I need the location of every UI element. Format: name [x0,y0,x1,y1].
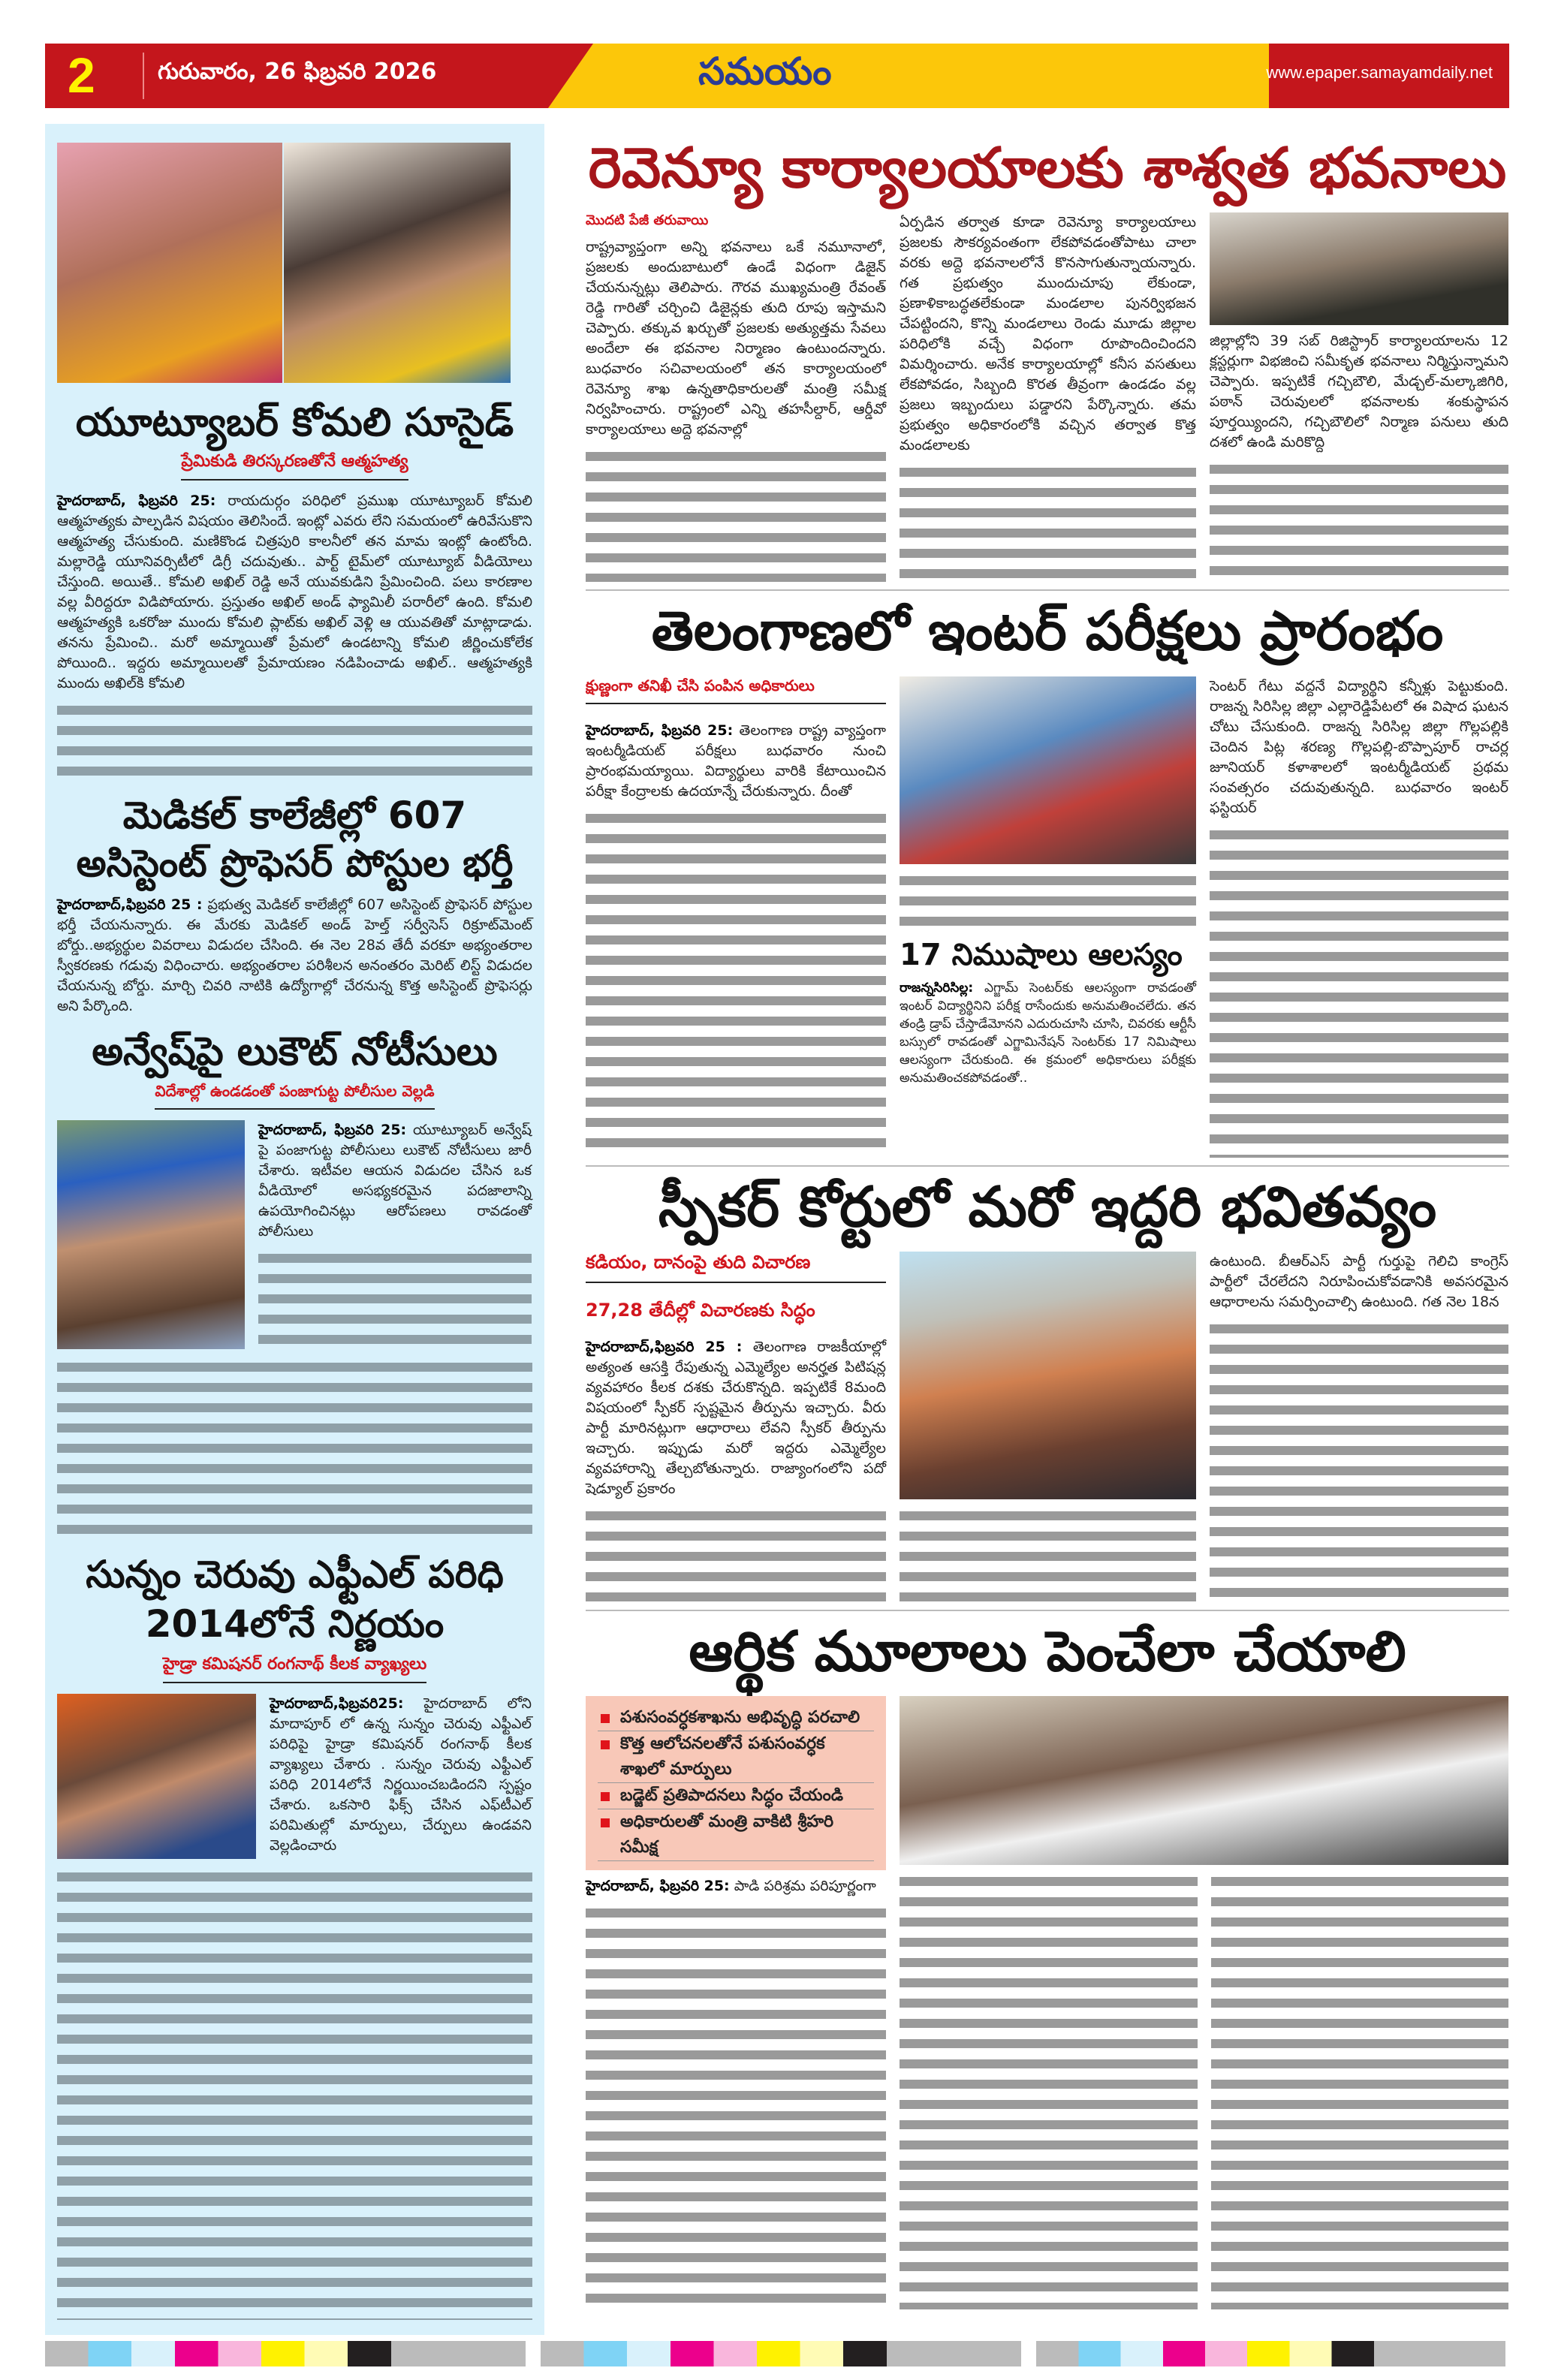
article-text: యూట్యూబర్ అన్వేష్ పై పంజాగుట్ట పోలీసులు లుకౌట్ నోటీసులు జారీ చేశారు. ఇటీవల ఆయన విడుదల చేసిన ఒక వీడియోలో అసభ్యకరమైన పదజాలాన్ని ఉపయోగించినట్లు ఆరోపణలు రావడంతో పోలీసులు [258,1121,532,1240]
article-text-continued [1210,1318,1508,1602]
article-text-continued [1211,1871,1509,2309]
article-text: హైదరాబాద్ లోని మాదాపూర్ లో ఉన్న సున్నం చెరువు ఎఫ్టీఎల్ పరిధిపై హైడ్రా కమిషనర్ రంగనాథ్ కీలక వ్యాఖ్యలు చేశారు . సున్నం చెరువు ఎఫ్టీఎల్ పరిధి 2014లోనే నిర్ణయించబడిందని స్పష్టం చేశారు. ఒకసారి ఫిక్స్ చేసిన ఎఫ్‌టీఎల్ పరిమితుల్లో మార్పులు, చేర్పులు ఉండవని వెల్లడించారు [270,1695,532,1854]
article-text: తెలంగాణ రాష్ట్ర వ్యాప్తంగా ఇంటర్మీడియట్ పరీక్షలు బుధవారం నుంచి ప్రారంభమయ్యాయి. విద్యార్థులు వారికి కేటాయించిన పరీక్షా కేంద్రాలకు ఉదయాన్నే చేరుకున్నారు. దీంతో [586,722,886,800]
anvesh-photo [57,1120,245,1349]
masthead-yellow-band [548,44,1269,108]
speaker-photo [900,1252,1196,1499]
headline-arthika: ఆర్థిక మూలాలు పెంచేలా చేయాలి [689,1619,1406,1684]
article-text-continued [586,808,886,1158]
key-point: పశుసంవర్ధకశాఖను అభివృద్ధి పరచాలి [598,1705,874,1731]
article-text-continued [900,462,1196,582]
key-points-box [586,1696,886,1870]
divider [586,589,1509,591]
article-revenue-col2: ఏర్పడిన తర్వాత కూడా రెవెన్యూ కార్యాలయాలు ప్రజలకు సౌకర్యవంతంగా లేకపోవడంతోపాటు చాలా వరకు అద్దె భవనాలలోనే కొనసాగుతున్నాయన్నారు. గత ప్రభుత్వం ముందుచూపు లేకుండా, ప్రణాళికాబద్ధతలేకుండా మండలాల పునర్విభజన చేపట్టిందని, కొన్ని మండలాలు రెండు మూడు జిల్లాల పరిధిలోకి వచ్చే విధంగా రూపొందించిందని విమర్శించారు. అనేక కార్యాలయాల్లో కనీస వసతులు లేకపోవడం, సిబ్బంది కొరత తీవ్రంగా ఉండడం వల్ల ప్రజలు ఇబ్బందులు పడ్డారని పేర్కొన్నారు. తమ ప్రభుత్వం అధికారంలోకి వచ్చిన తర్వాత కొత్త మండలాలకు [900,213,1196,453]
color-registration-bar [45,2341,526,2366]
dateline: హైదరాబాద్,ఫిబ్రవరి25: [270,1695,404,1712]
speaker-col2 [900,1252,1196,1602]
article-text-continued [586,1902,886,2309]
revenue-meeting-photo [1210,212,1508,325]
subheadline-speaker-2: 27,28 తేదీల్లో విచారణకు సిద్ధం [586,1299,815,1321]
divider [586,1610,1509,1611]
article-revenue-col3: జిల్లాల్లోని 39 సబ్ రిజిస్ట్రార్ కార్యాలయాలను 12 క్లస్టర్లుగా విభజించి సమీకృత భవనాలు నిర్మిస్తున్నామని చెప్పారు. ఇప్పటికే గచ్చిబౌలి, మేడ్చల్-మల్కాజిగిరి, పఠాన్ చెరువులలో భవనాలకు శంకుస్థాపన పూర్తయ్యిందని, గచ్చిబౌలిలో నిర్మాణ పనులు తుది దశలో ఉండి మరికొద్ది [1210,332,1508,450]
subheadline-sunnam: హైడ్రా కమిషనర్ రంగనాథ్ కీలక వ్యాఖ్యలు [163,1655,427,1683]
dateline: హైదరాబాద్,ఫిబ్రవరి 25 : [586,1338,743,1355]
story-arthika [586,1619,1509,2309]
article-text-continued [586,1505,886,1602]
article-komali [57,491,532,694]
article-text-continued [258,1248,532,1349]
article-text: తెలంగాణ రాజకీయాల్లో అత్యంత ఆసక్తి రేపుతున్న ఎమ్మెల్యేల అనర్హత పిటిషన్ల వ్యవహారం కీలక దశకు చేరుకొన్నది. ఇప్పటికే 8మంది విషయంలో స్పీకర్ స్పష్టమైన తీర్పును ఇచ్చారు. వీరు పార్టీ మారినట్లుగా ఆధారాలు లేవని స్పీకర్ తీర్పును ఇచ్చారు. ఇప్పుడు మరో ఇద్దరు ఎమ్మెల్యేల వ్యవహారాన్ని తేల్చబోతున్నారు. రాజ్యాంగంలోని పదో షెడ్యూల్ ప్రకారం [586,1338,886,1497]
key-point: అధికారులతో మంత్రి వాకిటి శ్రీహరి సమీక్ష [598,1809,874,1861]
article-text-continued [57,700,532,781]
arthika-layout [586,1696,1509,2309]
dateline: హైదరాబాద్, ఫిబ్రవరి 25: [586,722,734,740]
divider [143,53,144,99]
article-text-continued [900,1505,1196,1602]
speaker-col1 [586,1252,886,1602]
key-point: కొత్త ఆలోచనలతోనే పశుసంవర్ధక శాఖలో మార్పులు [598,1731,874,1783]
article-medical [57,895,532,1017]
dateline: రాజన్నసిరిసిల్ల: [900,981,974,996]
arthika-text-columns [900,1871,1508,2309]
revenue-col2 [900,212,1196,582]
komali-photo-1 [57,143,282,383]
right-news-area [586,135,1509,2309]
subheadline-speaker-1: కడియం, దానంపై తుది విచారణ [586,1252,886,1283]
headline-medical: మెడికల్ కాలేజీల్లో 607 అసిస్టెంట్ ప్రొఫెసర్ పోస్టుల భర్తీ [76,794,514,886]
dateline: హైదరాబాద్, ఫిబ్రవరి 25: [57,493,216,510]
revenue-columns [586,212,1509,582]
article-text-continued [900,870,1196,931]
inter-col2 [900,676,1196,1158]
subheadline-anvesh: విదేశాల్లో ఉండడంతో పంజాగుట్ట పోలీసుల వెల్లడి [155,1082,434,1110]
article-text: ఎగ్జామ్ సెంటర్‌కు ఆలస్యంగా రావడంతో ఇంటర్ విద్యార్థినిని పరీక్ష రాసేందుకు అనుమతించలేదు. తన తండ్రి డ్రాప్ చేస్తాడేమోనని ఎదురుచూసి చూసి, చివరకు ఆర్టీసీ బస్సులో రావడంతో ఎగ్జామినేషన్ సెంటర్‌కు 17 నిమిషాలు ఆలస్యంగా చేరుకుంది. ఈ క్రమంలో అధికారులు పరీక్షకు అనుమతించకపోవడంతో.. [900,981,1197,1086]
newspaper-logo: సమయం [698,50,832,93]
divider [586,1165,1509,1167]
website-link[interactable]: www.epaper.samayamdaily.net [1266,63,1493,82]
revenue-col3 [1210,212,1508,582]
inter-columns [586,676,1509,1158]
article-inter-col3: సెంటర్ గేటు వద్దనే విద్యార్థిని కన్నీళ్లు పెట్టుకుంది. రాజన్న సిరిసిల్ల జిల్లా ఎల్లారెడ్డిపేటలో ఈ విషాద ఘటన చోటు చేసుకుంది. రాజన్న సిరిసిల్ల జిల్లా గొల్లపల్లికి చెందిన పిట్ల శరణ్య గొల్లపల్లి-బొప్పాపూర్ రాచర్ల జూనియర్ కళాశాలలో ఇంటర్మీడియట్ ప్రథమ సంవత్సరం చదువుతున్నది. బుధవారం ఇంటర్ ఫస్టియర్ [1210,678,1508,817]
headline-anvesh: అన్వేష్‌పై లుకౌట్ నోటీసులు [92,1029,498,1075]
dateline: హైదరాబాద్, ఫిబ్రవరి 25: [258,1121,407,1138]
article-text-continued [57,1866,532,2320]
article-text-continued [586,446,886,582]
dateline: హైదరాబాద్, ఫిబ్రవరి 25: [586,1877,730,1894]
dateline: హైదరాబాద్,ఫిబ్రవరి 25 : [57,896,203,914]
exam-hall-photo [900,676,1196,864]
article-text-continued [57,1357,532,1539]
kicker-continued: మొదటి పేజీ తరువాయి [586,212,709,228]
article-text-continued [900,1871,1198,2309]
article-speaker-col3: ఉంటుంది. బీఆర్ఎస్ పార్టీ గుర్తుపై గెలిచి కాంగ్రెస్ పార్టీలో చేరలేదని నిరూపించుకోవడానికి అవసరమైన ఆధారాలను సమర్పించాల్సి ఉంటుంది. గత నెల 18న [1210,1252,1508,1310]
headline-komali: యూట్యూబర్ కోమలి సూసైడ్ [75,400,514,445]
speaker-columns [586,1252,1509,1602]
article-text-continued [1210,824,1508,1158]
article-speaker-col1 [586,1337,886,1499]
color-registration-bar [541,2341,1021,2366]
left-news-panel [45,124,544,2335]
color-registration-bars [45,2341,1509,2366]
speaker-col3 [1210,1252,1508,1602]
article-text: ప్రభుత్వ మెడికల్ కాలేజీల్లో 607 అసిస్టెంట్ ప్రొఫెసర్ పోస్టుల భర్తీ చేయనున్నారు. ఈ మేరకు మెడికల్ అండ్ హెల్త్ సర్వీసెస్ రిక్రూట్‌మెంట్ బోర్డు..అభ్యర్థుల వివరాలు విడుదల చేసింది. ఈ నెల 28వ తేదీ వరకూ అభ్యంతరాల స్వీకరణకు గడువు విధించారు. అభ్యంతరాల పరిశీలన అనంతరం మెరిట్ లిస్ట్ విడుదల చేయనున్న బోర్డు. మార్చి చివరి నాటికి ఉద్యోగాల్లో చేరనున్న కొత్త అసిస్టెంట్ ప్రొఫెసర్లు అని పేర్కొంది. [57,896,533,1015]
article-text-continued [1210,459,1508,582]
komali-photo-2 [284,143,511,383]
anvesh-photo-row [57,1120,532,1349]
masthead [45,44,1509,108]
headline-sunnam: సున్నం చెరువు ఎఫ్టీఎల్ పరిధి 2014లోనే నిర్ణయం [86,1552,504,1646]
subheadline-inter: క్షుణ్ణంగా తనిఖీ చేసి పంపిన అధికారులు [586,676,886,704]
inter-col3 [1210,676,1508,1158]
ranganath-photo [57,1694,256,1859]
article-late [900,979,1196,1087]
article-arthika [586,1876,886,1896]
story-speaker [586,1174,1509,1602]
headline-inter-exams: తెలంగాణలో ఇంటర్ పరీక్షలు ప్రారంభం [651,599,1444,662]
story-revenue [586,135,1509,582]
headline-revenue: రెవెన్యూ కార్యాలయాలకు శాశ్వత భవనాలు [588,136,1507,200]
page-number: 2 [68,47,95,103]
key-point: బడ్జెట్ ప్రతిపాదనలు సిద్ధం చేయండి [598,1783,874,1809]
story-inter-exams [586,598,1509,1158]
arthika-col2 [900,1696,1508,2309]
color-registration-bar [1036,2341,1505,2366]
headline-17-minutes-late: 17 నిముషాలు ఆలస్యం [900,938,1183,973]
komali-photos [57,143,532,383]
article-revenue-col1: రాష్ట్రవ్యాప్తంగా అన్ని భవనాలు ఒకే నమూనాలో, ప్రజలకు అందుబాటులో ఉండే విధంగా డిజైన్ చేయనున్నట్లు తెలిపారు. గౌరవ ముఖ్యమంత్రి రేవంత్ రెడ్డి గారితో చర్చించి డిజైన్లకు తుది రూపు ఇస్తామని చెప్పారు. తక్కువ ఖర్చుతో ప్రజలకు అత్యుత్తమ సేవలు అందేలా ఈ భవనాల నిర్మాణం ఉంటుందన్నారు. బుధవారం సచివాలయంలో తన కార్యాలయంలో రెవెన్యూ శాఖ ఉన్నతాధికారులతో మంత్రి సమీక్ష నిర్వహించారు. రాష్ట్రంలో ఎన్ని తహసీల్దార్, ఆర్డీవో కార్యాలయాలు అద్దె భవనాల్లో [586,238,886,438]
minister-review-photo [900,1696,1508,1865]
anvesh-text-column [258,1120,532,1349]
article-text: రాయదుర్గం పరిధిలో ప్రముఖ యూట్యూబర్ కోమలి ఆత్మహత్యకు పాల్పడిన విషయం తెలిసిందే. ఇంట్లో ఎవరు లేని సమయంలో ఉరివేసుకొని ఆత్మహత్య చేసుకుంది. మణికొండ చిత్రపురి కాలనీలో తన మామ ఇంట్లో ఉంటోంది. మల్లారెడ్డి యూనివర్సిటీలో డిగ్రీ చదువుతు.. పార్ట్ టైమ్‌లో యూట్యూబ్ వీడియోలు చేస్తుంది. అయితే.. కోమలి అఖిల్ రెడ్డి అనే యువకుడిని ప్రేమించింది. పలు కారణాల వల్ల వీరిద్దరూ విడిపోయారు. ప్రస్తుతం అఖిల్ అండ్ ఫ్యామిలీ పరారీలో ఉంది. కోమలి ఆత్మహత్యకి ఒకరోజు ముందు కోమలి ప్లాట్‌కు అఖిల్ వెళ్లి ఆ యువతితో మాట్లాడాడు. తనను ప్రేమించి.. మరో అమ్మాయితో ప్రేమలో ఉండటాన్ని కోమలి జీర్ణించుకోలేక పోయింది.. ఇద్దరు అమ్మాయిలతో ప్రేమాయణం నడిపించాడు అఖిల్.. ఆత్మహత్యకి ముందు అఖిల్‌కి కోమలి [57,493,532,692]
sunnam-photo-row [57,1694,532,1859]
headline-speaker: స్పీకర్ కోర్టులో మరో ఇద్దరి భవితవ్యం [658,1175,1437,1240]
inter-col1 [586,676,886,1158]
article-anvesh [258,1120,532,1242]
article-inter-col1 [586,721,886,802]
arthika-col1 [586,1696,886,2309]
article-text: పాడి పరిశ్రమ పరిపూర్ణంగా [734,1877,876,1894]
subheadline-komali: ప్రేమికుడి తిరస్కరణతోనే ఆత్మహత్య [181,452,408,481]
issue-date: గురువారం, 26 ఫిబ్రవరి 2026 [158,59,437,85]
revenue-col1 [586,212,886,582]
article-sunnam [270,1694,532,1859]
